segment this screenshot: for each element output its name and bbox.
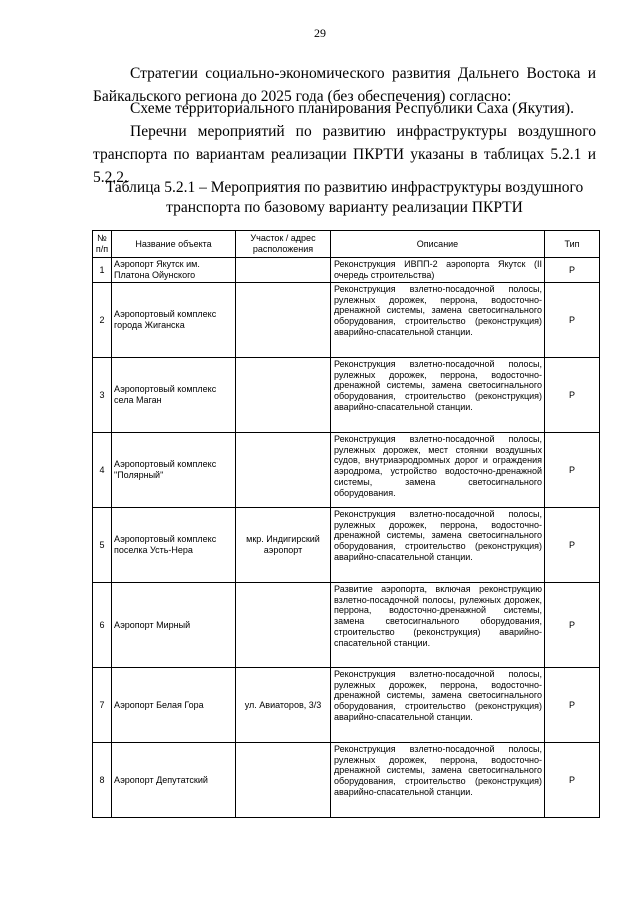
cell-description: Реконструкция взлетно-посадочной полосы, рулежных дорожек, мест стоянки воздушных судов, внутриаэродромных дорог и ограждения аэродрома, устройство водосточно-дренажной системы, замена светосигнального оборудования. [331, 433, 545, 508]
intro-paragraph-3 [93, 120, 596, 143]
cell-name: Аэропорт Мирный [112, 583, 236, 668]
cell-name: Аэропортовый комплекс поселка Усть-Нера [112, 508, 236, 583]
intro-paragraph-2 [93, 97, 596, 120]
header-num: № п/п [93, 231, 112, 258]
cell-address [236, 283, 331, 358]
cell-name: Аэропортовый комплекс города Жиганска [112, 283, 236, 358]
table-row [93, 668, 600, 743]
airport-measures-table [92, 230, 600, 818]
cell-num: 4 [93, 433, 112, 508]
intro-paragraph-3-line-1: Перечни мероприятий по развитию инфраструктуры воздушного [130, 123, 596, 140]
cell-num: 8 [93, 743, 112, 818]
cell-address [236, 358, 331, 433]
table-row [93, 583, 600, 668]
table-row [93, 508, 600, 583]
header-name: Название объекта [112, 231, 236, 258]
cell-address [236, 433, 331, 508]
table-header-row [93, 231, 600, 258]
cell-address [236, 583, 331, 668]
cell-name: Аэропорт Якутск им. Платона Ойунского [112, 258, 236, 283]
page-number: 29 [314, 26, 326, 40]
cell-num: 6 [93, 583, 112, 668]
cell-type: Р [545, 433, 600, 508]
intro-paragraph-3-line-2: транспорта по вариантам реализации ПКРТИ указаны в таблицах 5.2.1 и 5.2.2. [93, 146, 596, 186]
cell-type: Р [545, 743, 600, 818]
cell-description: Реконструкция взлетно-посадочной полосы, рулежных дорожек, перрона, водосточно-дренажной системы, замена светосигнального оборудования, строительство (реконструкция) аварийно-спасательной станции. [331, 508, 545, 583]
cell-description: Реконструкция взлетно-посадочной полосы, рулежных дорожек, перрона, водосточно-дренажной системы, замена светосигнального оборудования, строительство (реконструкция) аварийно-спасательной станции. [331, 283, 545, 358]
intro-paragraph-1 [93, 62, 596, 85]
intro-paragraph-2-text: Схеме территориального планирования Республики Саха (Якутия). [130, 100, 574, 117]
table-row [93, 433, 600, 508]
cell-num: 1 [93, 258, 112, 283]
cell-type: Р [545, 508, 600, 583]
cell-address: мкр. Индигирский аэропорт [236, 508, 331, 583]
cell-num: 5 [93, 508, 112, 583]
cell-type: Р [545, 258, 600, 283]
table-row [93, 358, 600, 433]
cell-address [236, 258, 331, 283]
table-row [93, 258, 600, 283]
cell-description: Реконструкция взлетно-посадочной полосы, рулежных дорожек, перрона, водосточно-дренажной системы, замена светосигнального оборудования, строительство (реконструкция) аварийно-спасательной станции. [331, 743, 545, 818]
cell-num: 3 [93, 358, 112, 433]
intro-paragraph-1-line-1: Стратегии социально-экономического развития Дальнего Востока и [130, 65, 596, 82]
cell-name: Аэропортовый комплекс села Маган [112, 358, 236, 433]
cell-description: Реконструкция взлетно-посадочной полосы, рулежных дорожек, перрона, водосточно-дренажной системы, замена светосигнального оборудования, строительство (реконструкция) аварийно-спасательной станции. [331, 358, 545, 433]
intro-paragraph-1-line-2: Байкальского региона до 2025 года (без обеспечения) согласно: [93, 88, 512, 105]
cell-num: 7 [93, 668, 112, 743]
cell-name: Аэропорт Депутатский [112, 743, 236, 818]
cell-description: Развитие аэропорта, включая реконструкцию взлетно-посадочной полосы, рулежных дорожек, перрона, водосточно-дренажной системы, замена светосигнального оборудования, строительство (реконструкция) аварийно-спасательной станции. [331, 583, 545, 668]
table-caption-line-2: транспорта по базовому варианту реализации ПКРТИ [166, 199, 523, 216]
cell-name: Аэропортовый комплекс "Полярный" [112, 433, 236, 508]
cell-num: 2 [93, 283, 112, 358]
cell-type: Р [545, 583, 600, 668]
cell-description: Реконструкция взлетно-посадочной полосы, рулежных дорожек, перрона, водосточно-дренажной системы, замена светосигнального оборудования, строительство (реконструкция) аварийно-спасательной станции. [331, 668, 545, 743]
cell-type: Р [545, 668, 600, 743]
header-address: Участок / адрес расположения [236, 231, 331, 258]
table-caption-line-1: Таблица 5.2.1 – Мероприятия по развитию инфраструктуры воздушного [105, 179, 584, 196]
header-description: Описание [331, 231, 545, 258]
cell-type: Р [545, 283, 600, 358]
table-row [93, 283, 600, 358]
table-row [93, 743, 600, 818]
cell-address: ул. Авиаторов, 3/3 [236, 668, 331, 743]
cell-name: Аэропорт Белая Гора [112, 668, 236, 743]
header-type: Тип [545, 231, 600, 258]
cell-address [236, 743, 331, 818]
cell-type: Р [545, 358, 600, 433]
cell-description: Реконструкция ИВПП-2 аэропорта Якутск (II очередь строительства) [331, 258, 545, 283]
table-caption [93, 178, 596, 218]
